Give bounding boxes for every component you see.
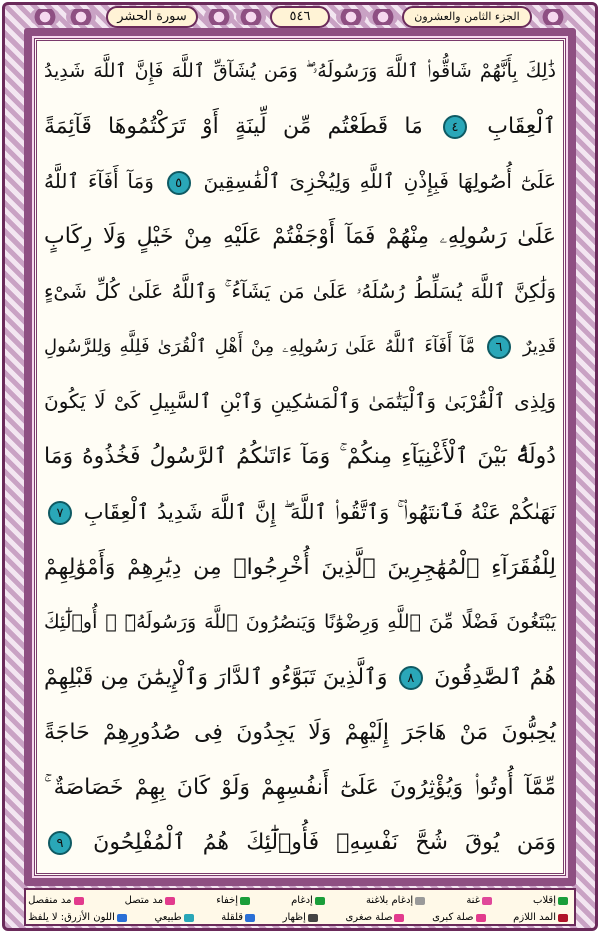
verse-text: ذَٰلِكَ بِأَنَّهُمْ شَاقُّوا۟ ٱللَّهَ وَرَسُولَهُۥ ۖ وَمَن يُشَآقِّ ٱللَّهَ فَإِنَّ ٱللَّهَ شَدِيدُ bbox=[44, 60, 556, 82]
juz-label: الجزء الثامن والعشرون bbox=[402, 6, 532, 28]
verse-text: ٱلْعِقَابِ bbox=[487, 114, 556, 140]
verse-line bbox=[44, 44, 556, 99]
legend-swatch-icon bbox=[482, 897, 492, 905]
legend-label: إقلاب bbox=[533, 895, 556, 906]
legend-label: قلقلة bbox=[221, 912, 244, 923]
verse-line bbox=[44, 319, 556, 374]
verse-text: عَلَىٰٓ أُصُولِهَا فَبِإِذْنِ ٱللَّهِ وَلِيُخْزِىَ ٱلْفَٰسِقِينَ bbox=[203, 169, 557, 194]
legend-swatch-icon bbox=[240, 897, 250, 905]
legend-swatch-icon bbox=[74, 897, 84, 905]
verse-text: مَّآ أَفَآءَ ٱللَّهُ عَلَىٰ رَسُولِهِۦ مِنْ أَهْلِ ٱلْقُرَىٰ فَلِلَّهِ وَلِلرَّسُولِ bbox=[44, 336, 476, 358]
surah-label: سورة الحشر bbox=[106, 6, 198, 28]
verse-line bbox=[44, 154, 556, 209]
legend-swatch-icon bbox=[117, 914, 127, 922]
legend-item bbox=[216, 892, 250, 909]
header-ornament-icon bbox=[336, 9, 366, 25]
legend-label: المد اللازم bbox=[513, 912, 556, 923]
legend-label: صلة صغرى bbox=[345, 912, 393, 923]
legend-row bbox=[28, 909, 568, 926]
verse-text: وَمَن يُوقَ شُحَّ نَفْسِهِۦ فَأُو۟لَٰٓئِكَ هُمُ ٱلْمُفْلِحُونَ bbox=[93, 829, 556, 855]
legend-item bbox=[366, 892, 425, 909]
legend-item bbox=[283, 909, 318, 926]
verse-text: هُمُ ٱلصَّٰدِقُونَ bbox=[434, 664, 556, 690]
legend-row bbox=[28, 892, 568, 909]
legend-label: صلة كبرى bbox=[432, 912, 474, 923]
verse-line bbox=[44, 99, 556, 154]
header-ornament-icon bbox=[538, 9, 568, 25]
legend-label: مد متصل bbox=[124, 895, 164, 906]
page-number: ٥٤٦ bbox=[270, 6, 330, 28]
legend-swatch-icon bbox=[184, 914, 194, 922]
header-ornament-icon bbox=[368, 9, 398, 25]
verse-line bbox=[44, 429, 556, 484]
legend-item bbox=[28, 892, 83, 909]
legend-item bbox=[513, 909, 568, 926]
ayah-number-marker: ٧ bbox=[48, 501, 72, 525]
legend-swatch-icon bbox=[558, 897, 568, 905]
legend-swatch-icon bbox=[308, 914, 318, 922]
legend-item bbox=[125, 892, 175, 909]
header-ornament-icon bbox=[204, 9, 234, 25]
legend-item bbox=[291, 892, 325, 909]
verse-line bbox=[44, 705, 556, 760]
legend-item bbox=[154, 909, 193, 926]
ayah-number-marker: ٥ bbox=[167, 171, 191, 195]
verse-line bbox=[44, 264, 556, 319]
legend-item bbox=[28, 909, 127, 926]
tajweed-legend bbox=[24, 888, 576, 926]
header-ornament-icon bbox=[30, 9, 60, 25]
legend-item bbox=[533, 892, 568, 909]
legend-item bbox=[466, 892, 492, 909]
legend-item bbox=[432, 909, 485, 926]
legend-label: غنة bbox=[466, 895, 480, 906]
verse-text: وَلَٰكِنَّ ٱللَّهَ يُسَلِّطُ رُسُلَهُۥ عَلَىٰ مَن يَشَآءُ ۚ وَٱللَّهُ عَلَىٰ كُلِّ شَىْءٍ bbox=[44, 279, 556, 304]
legend-swatch-icon bbox=[394, 914, 404, 922]
verse-text: يُحِبُّونَ مَنْ هَاجَرَ إِلَيْهِمْ وَلَا يَجِدُونَ فِى صُدُورِهِمْ حَاجَةً bbox=[44, 719, 556, 745]
verse-line bbox=[44, 650, 556, 705]
verse-text: نَهَىٰكُمْ عَنْهُ فَٱنتَهُوا۟ ۚ وَٱتَّقُوا۟ ٱللَّهَ ۖ إِنَّ ٱللَّهَ شَدِيدُ ٱلْعِقَابِ bbox=[83, 499, 556, 524]
legend-swatch-icon bbox=[245, 914, 255, 922]
ayah-number-marker: ٨ bbox=[399, 666, 423, 690]
verse-line bbox=[44, 815, 556, 870]
verse-text: مِّمَّآ أُوتُوا۟ وَيُؤْثِرُونَ عَلَىٰٓ أَنفُسِهِمْ وَلَوْ كَانَ بِهِمْ خَصَاصَةٌ ۚ bbox=[44, 774, 556, 800]
verse-line bbox=[44, 485, 556, 540]
legend-label: إظهار bbox=[282, 912, 306, 923]
verse-line bbox=[44, 595, 556, 650]
legend-swatch-icon bbox=[415, 897, 425, 905]
verse-line bbox=[44, 540, 556, 595]
verse-text: عَلَىٰ رَسُولِهِۦ مِنْهُمْ فَمَآ أَوْجَفْتُمْ عَلَيْهِ مِنْ خَيْلٍ وَلَا رِكَابٍ bbox=[44, 224, 556, 250]
header-ornament-icon bbox=[236, 9, 266, 25]
verse-line bbox=[44, 209, 556, 264]
header-ornament-icon bbox=[66, 9, 96, 25]
verse-text: مَا قَطَعْتُم مِّن لِّينَةٍ أَوْ تَرَكْتُمُوهَا قَآئِمَةً bbox=[44, 114, 423, 140]
verse-line bbox=[44, 374, 556, 429]
ayah-number-marker: ٦ bbox=[487, 335, 511, 359]
legend-label: إدغام bbox=[291, 895, 313, 906]
legend-swatch-icon bbox=[165, 897, 175, 905]
verse-text: قَدِيرٌ bbox=[522, 336, 556, 358]
ayah-number-marker: ٤ bbox=[443, 115, 467, 139]
page-header bbox=[10, 4, 590, 30]
legend-item bbox=[345, 909, 404, 926]
legend-label: اللون الأزرق: لا يلفظ bbox=[28, 912, 115, 923]
legend-label: إدغام بلاغنة bbox=[365, 895, 414, 906]
verse-text: يَبْتَغُونَ فَضْلًا مِّنَ ٱللَّهِ وَرِضْوَٰنًا وَيَنصُرُونَ ٱللَّهَ وَرَسُولَهُۥٓ ۚ أُو۟لَٰٓئِكَ bbox=[44, 610, 556, 633]
legend-label: طبيعي bbox=[154, 912, 182, 923]
ayah-number-marker: ٩ bbox=[48, 831, 72, 855]
verse-text: دُولَةًۢ بَيْنَ ٱلْأَغْنِيَآءِ مِنكُمْ ۚ وَمَآ ءَاتَىٰكُمُ ٱلرَّسُولُ فَخُذُوهُ وَمَا bbox=[44, 444, 556, 470]
verse-text: لِلْفُقَرَآءِ ٱلْمُهَٰجِرِينَ ٱلَّذِينَ أُخْرِجُوا۟ مِن دِيَٰرِهِمْ وَأَمْوَٰلِهِمْ bbox=[44, 554, 556, 580]
verse-text: وَلِذِى ٱلْقُرْبَىٰ وَٱلْيَتَٰمَىٰ وَٱلْمَسَٰكِينِ وَٱبْنِ ٱلسَّبِيلِ كَىْ لَا يَكُونَ bbox=[44, 389, 556, 414]
verse-line bbox=[44, 760, 556, 815]
legend-swatch-icon bbox=[558, 914, 568, 922]
legend-label: مد منفصل bbox=[28, 895, 72, 906]
legend-swatch-icon bbox=[315, 897, 325, 905]
legend-swatch-icon bbox=[476, 914, 486, 922]
verse-text: وَمَآ أَفَآءَ ٱللَّهُ bbox=[44, 169, 154, 194]
verse-text: وَٱلَّذِينَ تَبَوَّءُو ٱلدَّارَ وَٱلْإِيمَٰنَ مِن قَبْلِهِمْ bbox=[44, 664, 388, 690]
legend-label: إخفاء bbox=[216, 895, 238, 906]
quran-text bbox=[44, 44, 556, 870]
legend-item bbox=[221, 909, 255, 926]
